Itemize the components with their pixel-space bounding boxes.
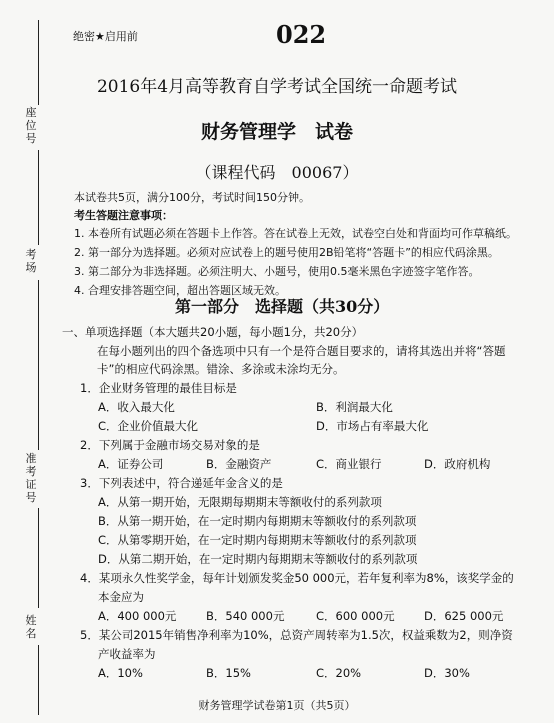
- option-b: B．利润最大化: [316, 400, 393, 414]
- option-b: B．金融资产: [206, 457, 272, 471]
- option-d: D．市场占有率最大化: [316, 419, 429, 433]
- option-d: D．从第二期开始，在一定时期内每期期末等额收付的系列款项: [98, 552, 418, 566]
- option-b: B．从第一期开始，在一定时期内每期期末等额收付的系列款项: [98, 514, 417, 528]
- option-c: C．20%: [316, 666, 362, 680]
- page-footer: 财务管理学试卷第1页（共5页）: [198, 699, 356, 712]
- note-item: 4. 合理安排答题空间，超出答题区域无效。: [74, 284, 286, 297]
- binding-margin: [0, 0, 52, 723]
- option-a: A．收入最大化: [98, 400, 175, 414]
- question-stem-continued: 本金应为: [98, 590, 144, 604]
- option-a: A．从第一期开始，无限期每期期末等额收付的系列款项: [98, 495, 382, 509]
- option-c: C．从第零期开始，在一定时期内每期期末等额收付的系列款项: [98, 533, 417, 547]
- option-c: C．企业价值最大化: [98, 419, 199, 433]
- margin-line: [38, 280, 39, 450]
- option-b: B．540 000元: [206, 609, 285, 623]
- option-d: D．政府机构: [424, 457, 491, 471]
- notes-heading: 考生答题注意事项：: [74, 209, 173, 222]
- option-c: C．商业银行: [316, 457, 382, 471]
- seat-number-label: 座位号: [25, 106, 37, 145]
- option-b: B．15%: [206, 666, 251, 680]
- exam-title: 2016年4月高等教育自学考试全国统一命题考试: [96, 77, 458, 97]
- course-code: （课程代码 00067）: [195, 163, 359, 182]
- paper-info: 本试卷共5页，满分100分，考试时间150分钟。: [74, 191, 310, 204]
- section-description: 在每小题列出的四个备选项中只有一个是符合题目要求的，请将其选出并将“答题: [97, 344, 506, 358]
- margin-line: [38, 508, 39, 608]
- question-stem: 3．下列表述中，符合递延年金含义的是: [80, 476, 283, 490]
- question-stem: 4．某项永久性奖学金，每年计划颁发奖金50 000元，若年复利率为8%，该奖学金的: [80, 571, 514, 585]
- note-item: 3. 第二部分为非选择题。必须注明大、小题号，使用0.5毫米黑色字迹签字笔作答。: [74, 265, 480, 278]
- paper-title: 财务管理学 试卷: [200, 121, 353, 143]
- question-stem: 1．企业财务管理的最佳目标是: [80, 381, 237, 395]
- option-d: D．30%: [424, 666, 470, 680]
- option-a: A．400 000元: [98, 609, 177, 623]
- ticket-number-label: 准考证号: [25, 452, 37, 504]
- section-heading: 一、单项选择题（本大题共20小题，每小题1分，共20分）: [62, 325, 364, 339]
- exam-room-label: 考场: [25, 248, 37, 274]
- question-stem: 5．某公司2015年销售净利率为10%，总资产周转率为1.5次，权益乘数为2，则净资: [80, 628, 513, 642]
- option-d: D．625 000元: [424, 609, 504, 623]
- question-stem-continued: 产收益率为: [98, 647, 156, 661]
- paper-code: 022: [276, 20, 327, 49]
- question-stem: 2．下列属于金融市场交易对象的是: [80, 438, 260, 452]
- secret-mark: 绝密★启用前: [73, 30, 138, 43]
- section-description: 卡”的相应代码涂黑。错涂、多涂或未涂均无分。: [97, 362, 345, 376]
- option-a: A．10%: [98, 666, 143, 680]
- part-title: 第一部分 选择题（共30分）: [175, 297, 390, 316]
- option-c: C．600 000元: [316, 609, 395, 623]
- name-label: 姓名: [25, 614, 37, 640]
- option-a: A．证券公司: [98, 457, 164, 471]
- note-item: 2. 第一部分为选择题。必须对应试卷上的题号使用2B铅笔将“答题卡”的相应代码涂黑。: [74, 246, 499, 259]
- note-item: 1. 本卷所有试题必须在答题卡上作答。答在试卷上无效，试卷空白处和背面均可作草稿纸。: [74, 227, 517, 240]
